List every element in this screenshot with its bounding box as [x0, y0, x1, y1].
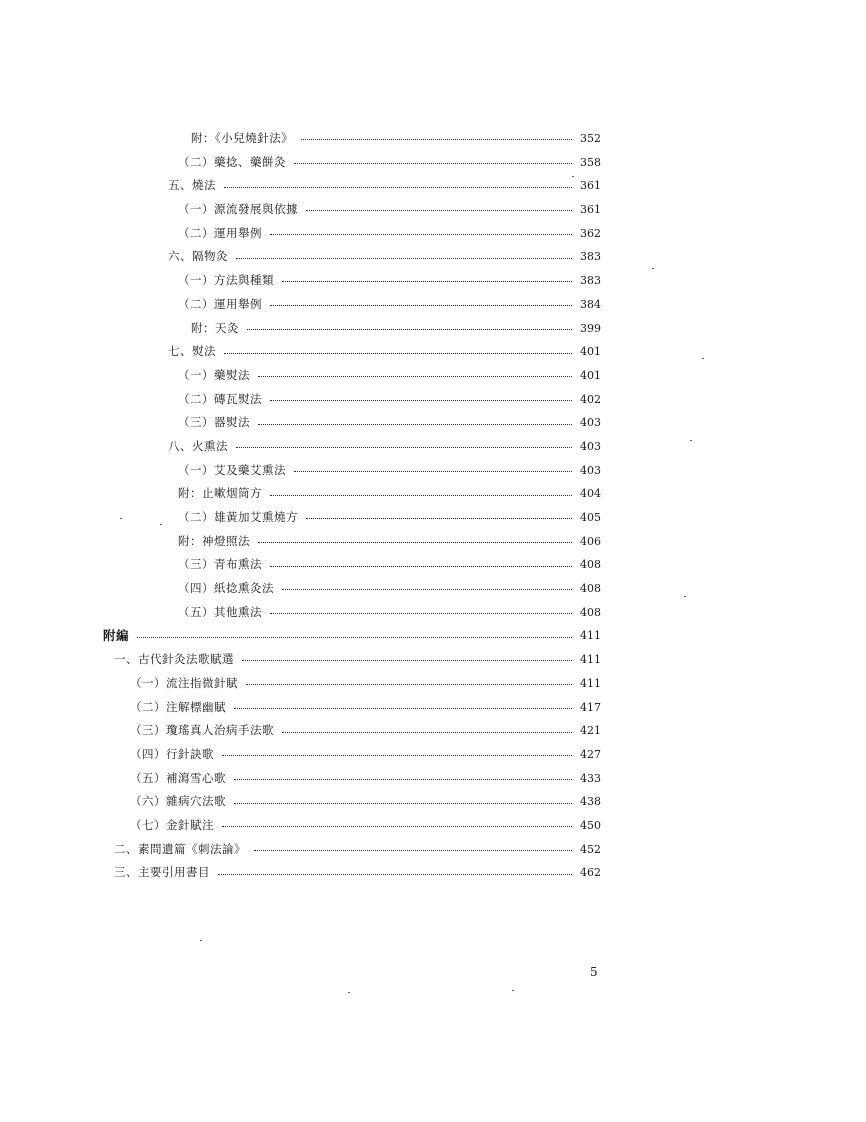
toc-entry	[178, 411, 601, 435]
toc-entry-page: 403	[580, 416, 601, 430]
toc-entry	[178, 459, 601, 483]
toc-entry	[130, 696, 601, 720]
dot-leader	[306, 210, 572, 211]
dot-leader	[224, 353, 572, 354]
scan-speck	[348, 992, 350, 993]
toc-entry-title: （七）金針賦注	[130, 817, 214, 832]
toc-entry-title: 附：天灸	[191, 320, 239, 335]
toc-entry-title: （一）方法與種類	[178, 273, 274, 288]
dot-leader	[306, 518, 572, 519]
toc-entry-page: 450	[580, 818, 601, 832]
toc-entry-page: 361	[580, 179, 601, 193]
toc-entry-page: 402	[580, 392, 601, 406]
dot-leader	[270, 495, 572, 496]
dot-leader	[234, 779, 572, 780]
toc-entry	[178, 198, 601, 222]
toc-entry-page: 411	[580, 676, 601, 690]
toc-entry-title: （三）器熨法	[178, 415, 250, 430]
toc-entry-title: （二）磚瓦熨法	[178, 391, 262, 406]
dot-leader	[270, 566, 572, 567]
dot-leader	[270, 400, 572, 401]
toc-entry	[130, 672, 601, 696]
toc-entry	[168, 340, 601, 364]
toc-entry	[178, 506, 601, 530]
table-of-contents	[0, 127, 866, 885]
dot-leader	[236, 258, 572, 259]
dot-leader	[258, 376, 572, 377]
dot-leader	[282, 589, 572, 590]
toc-entry-page: 403	[580, 439, 601, 453]
toc-entry-page: 452	[580, 842, 601, 856]
dot-leader	[222, 826, 572, 827]
scan-speck	[702, 358, 704, 359]
toc-entry-title: 附：神燈照法	[178, 533, 250, 548]
toc-entry-title: （一）源流發展與依據	[178, 202, 298, 217]
toc-entry-page: 403	[580, 463, 601, 477]
toc-entry-title: （一）流注指微針賦	[130, 675, 238, 690]
scan-speck	[200, 940, 202, 941]
toc-entry	[178, 222, 601, 246]
toc-entry	[178, 269, 601, 293]
dot-leader	[236, 447, 572, 448]
dot-leader	[222, 755, 572, 756]
toc-entry-page: 383	[580, 274, 601, 288]
toc-entry	[114, 861, 601, 885]
dot-leader	[270, 305, 572, 306]
dot-leader	[294, 163, 572, 164]
scan-speck	[652, 268, 654, 269]
toc-entry-title: 一、古代針灸法歌賦選	[114, 652, 234, 667]
toc-entry-page: 433	[580, 771, 601, 785]
toc-entry-title: 六、隔物灸	[168, 249, 228, 264]
dot-leader	[282, 281, 572, 282]
toc-entry-title: 三、主要引用書目	[114, 865, 210, 880]
toc-entry-page: 421	[580, 724, 601, 738]
toc-entry-page: 358	[580, 155, 601, 169]
toc-entry-page: 408	[580, 605, 601, 619]
toc-entry-page: 361	[580, 203, 601, 217]
toc-entry-page: 411	[580, 629, 601, 643]
toc-entry	[178, 601, 601, 625]
toc-entry	[168, 174, 601, 198]
dot-leader	[137, 637, 572, 638]
scan-speck	[512, 990, 514, 991]
toc-entry-title: （三）青布熏法	[178, 557, 262, 572]
toc-entry	[178, 577, 601, 601]
scan-speck	[120, 518, 122, 519]
toc-entry	[130, 719, 601, 743]
dot-leader	[282, 732, 572, 733]
toc-entry-page: 406	[580, 534, 601, 548]
toc-entry-title: （四）紙捻熏灸法	[178, 581, 274, 596]
toc-entry	[178, 364, 601, 388]
toc-entry	[178, 482, 601, 506]
toc-entry-title: （二）注解標幽賦	[130, 699, 226, 714]
toc-entry-page: 411	[580, 653, 601, 667]
toc-entry-title: （一）藥熨法	[178, 367, 250, 382]
toc-entry	[178, 553, 601, 577]
toc-entry	[114, 648, 601, 672]
toc-entry-page: 462	[580, 866, 601, 880]
toc-entry	[178, 530, 601, 554]
toc-entry-title: （四）行針訣歌	[130, 746, 214, 761]
toc-entry-title: （三）瓊瑤真人治病手法歌	[130, 723, 274, 738]
dot-leader	[247, 329, 572, 330]
toc-entry-title: 二、素問遺篇《刺法論》	[114, 841, 246, 856]
toc-entry	[103, 624, 601, 648]
dot-leader	[270, 613, 572, 614]
toc-entry	[178, 151, 601, 175]
toc-entry	[168, 435, 601, 459]
toc-entry-page: 404	[580, 487, 601, 501]
toc-entry-page: 408	[580, 582, 601, 596]
dot-leader	[254, 850, 572, 851]
toc-entry-page: 438	[580, 795, 601, 809]
toc-entry-title: （二）運用舉例	[178, 296, 262, 311]
page-number: 5	[590, 965, 598, 979]
toc-entry-page: 408	[580, 558, 601, 572]
toc-entry-page: 399	[580, 321, 601, 335]
toc-entry-page: 383	[580, 250, 601, 264]
toc-entry-title: （二）藥捻、藥餅灸	[178, 154, 286, 169]
scan-speck	[572, 176, 574, 177]
toc-entry-title: 附：止嗽烟筒方	[178, 486, 262, 501]
toc-entry-title: 七、熨法	[168, 344, 216, 359]
toc-entry-page: 384	[580, 297, 601, 311]
toc-entry-page: 401	[580, 345, 601, 359]
toc-entry	[191, 127, 601, 151]
toc-entry-page: 405	[580, 511, 601, 524]
scan-speck	[684, 596, 686, 597]
toc-entry	[178, 293, 601, 317]
dot-leader	[301, 139, 572, 140]
toc-entry	[114, 838, 601, 862]
dot-leader	[258, 542, 572, 543]
toc-entry-page: 352	[580, 132, 601, 145]
dot-leader	[246, 684, 572, 685]
dot-leader	[242, 660, 572, 661]
dot-leader	[234, 708, 572, 709]
dot-leader	[218, 874, 572, 875]
toc-entry	[191, 317, 601, 341]
toc-entry-title: （五）其他熏法	[178, 604, 262, 619]
toc-entry	[178, 388, 601, 412]
toc-entry-title: （二）運用舉例	[178, 225, 262, 240]
dot-leader	[294, 471, 572, 472]
scan-speck	[690, 440, 692, 441]
toc-entry-page: 362	[580, 226, 601, 240]
dot-leader	[258, 424, 572, 425]
toc-entry-page: 401	[580, 368, 601, 382]
dot-leader	[224, 187, 572, 188]
toc-entry-title: （六）雜病穴法歌	[130, 794, 226, 809]
toc-entry	[130, 767, 601, 791]
dot-leader	[270, 234, 572, 235]
toc-entry-page: 427	[580, 747, 601, 761]
toc-entry-title: 五、燒法	[168, 178, 216, 193]
toc-entry-title: 附：《小兒燒針法》	[191, 131, 294, 145]
toc-entry-title: （五）補瀉雪心歌	[130, 770, 226, 785]
toc-entry	[168, 245, 601, 269]
dot-leader	[234, 803, 572, 804]
toc-entry	[130, 743, 601, 767]
toc-entry-title: （一）艾及藥艾熏法	[178, 462, 286, 477]
toc-entry-title: （二）雄黃加艾熏燒方	[178, 510, 298, 524]
toc-entry	[130, 790, 601, 814]
toc-entry-page: 417	[580, 700, 601, 714]
scan-speck	[160, 524, 162, 525]
toc-entry	[130, 814, 601, 838]
toc-entry-title: 附編	[103, 628, 130, 644]
toc-entry-title: 八、火熏法	[168, 438, 228, 453]
